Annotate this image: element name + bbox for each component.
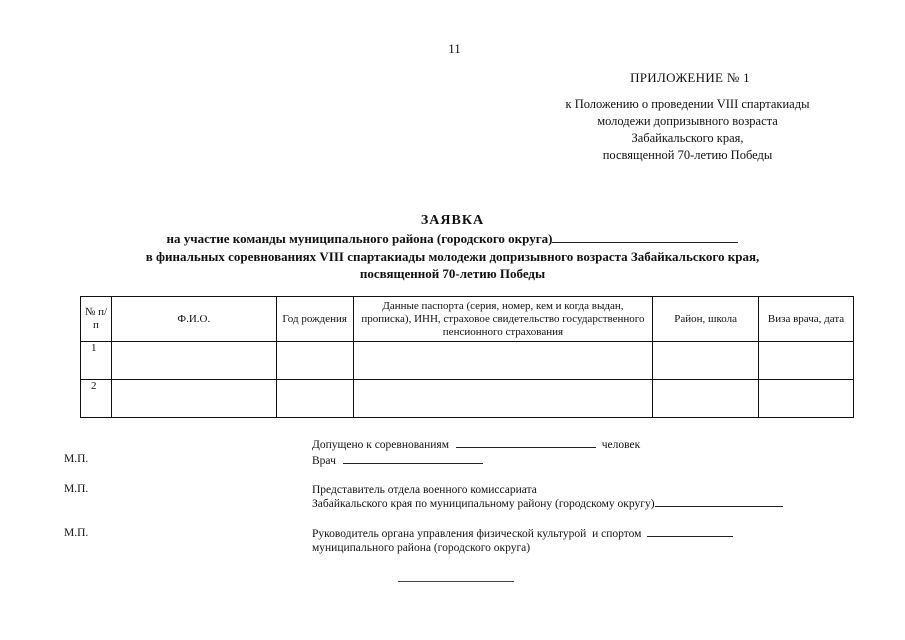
admitted-unit: человек (601, 439, 641, 451)
head-line-with-blank (312, 527, 733, 541)
document-title: ЗАЯВКА (420, 213, 485, 228)
stamp-label: М.П. (64, 527, 89, 539)
district-name-blank[interactable] (552, 233, 738, 243)
cell-district-school[interactable] (653, 380, 759, 418)
cell-birth-year[interactable] (276, 380, 353, 418)
cell-passport-data[interactable] (353, 342, 653, 380)
admitted-line (312, 438, 640, 452)
stamp-label: М.П. (64, 453, 89, 465)
title-line-dedication: посвященной 70-летию Победы (359, 266, 546, 281)
representative-signature-blank[interactable] (655, 497, 783, 507)
header-doctor-visa: Виза врача, дата (759, 297, 854, 342)
cell-doctor-visa[interactable] (759, 342, 854, 380)
appendix-note-line: Забайкальского края, (631, 131, 744, 145)
bottom-separator (398, 581, 514, 582)
appendix-note (515, 96, 860, 164)
representative-line: Забайкальского края по муниципальному району (городскому округу) (312, 498, 655, 510)
appendix-note-line: молодежи допризывного возраста (597, 114, 778, 128)
admitted-count-blank[interactable] (456, 438, 596, 448)
cell-full-name[interactable] (111, 380, 276, 418)
header-district-school: Район, школа (653, 297, 759, 342)
table-row (81, 342, 854, 380)
appendix-label: ПРИЛОЖЕНИЕ № 1 (630, 70, 750, 85)
row-number: 2 (81, 380, 112, 418)
admitted-label: Допущено к соревнованиям (312, 439, 450, 451)
representative-block (312, 483, 783, 511)
cell-birth-year[interactable] (276, 342, 353, 380)
representative-line-with-blank (312, 497, 783, 511)
page-number: 11 (448, 41, 461, 56)
representative-line: Представитель отдела военного комиссариата (312, 484, 537, 496)
title-line-team-text: на участие команды муниципального района (городского округа) (166, 231, 553, 246)
doctor-signature-blank[interactable] (343, 454, 483, 464)
participants-table (80, 296, 854, 418)
header-full-name: Ф.И.О. (111, 297, 276, 342)
row-number: 1 (81, 342, 112, 380)
appendix-note-line: посвященной 70-летию Победы (602, 148, 773, 162)
head-line: муниципального района (городского округа) (312, 542, 531, 554)
head-line: Руководитель органа управления физической культурой и спортом (312, 528, 642, 540)
header-birth-year: Год рождения (276, 297, 353, 342)
cell-doctor-visa[interactable] (759, 380, 854, 418)
doctor-label: Врач (312, 455, 336, 467)
table-header-row (81, 297, 854, 342)
table-row (81, 380, 854, 418)
head-block (312, 527, 733, 555)
cell-district-school[interactable] (653, 342, 759, 380)
header-passport-data: Данные паспорта (серия, номер, кем и когда выдан, прописка), ИНН, страховое свидетельство государственного пенсионного страхования (353, 297, 653, 342)
cell-full-name[interactable] (111, 342, 276, 380)
cell-passport-data[interactable] (353, 380, 653, 418)
header-number: № п/п (81, 297, 112, 342)
title-line-team (0, 231, 905, 247)
head-signature-blank[interactable] (647, 527, 733, 537)
title-line-competition: в финальных соревнованиях VIII спартакиады молодежи допризывного возраста Забайкальского края, (145, 249, 760, 264)
appendix-note-line: к Положению о проведении VIII спартакиады (565, 97, 810, 111)
doctor-line (312, 454, 483, 468)
stamp-label: М.П. (64, 483, 89, 495)
